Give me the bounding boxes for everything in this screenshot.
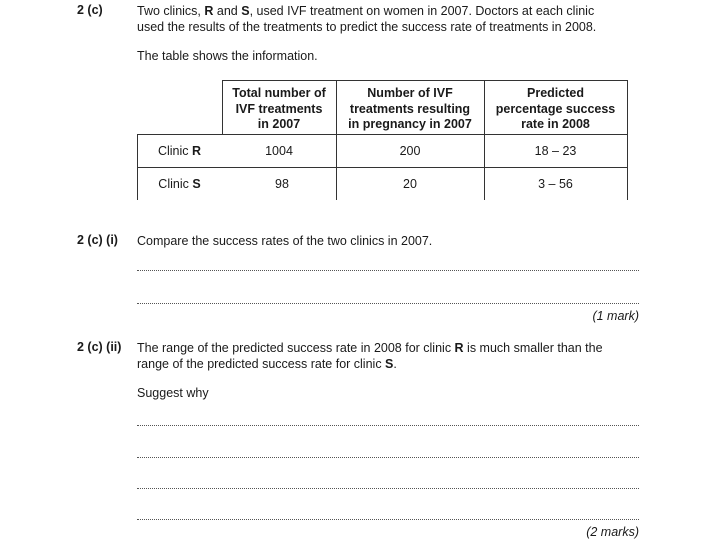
answer-line[interactable] <box>137 488 639 489</box>
cell-clinic-r-total: 1004 <box>265 144 293 158</box>
cell-clinic-r-pregnancy: 200 <box>399 144 421 158</box>
question-2cii-line-2: range of the predicted success rate for clinic S. <box>137 357 397 371</box>
answer-line[interactable] <box>137 425 639 426</box>
marks-label-2ci: (1 mark) <box>592 309 639 323</box>
suggest-why-prompt: Suggest why <box>137 386 209 400</box>
answer-line[interactable] <box>137 270 639 271</box>
question-2c-line-2: used the results of the treatments to predict the success rate of treatments in 2008. <box>137 20 597 34</box>
clinic-s-label: S <box>241 4 250 18</box>
cell-clinic-s-predicted: 3 – 56 <box>538 177 573 191</box>
question-2ci-text: Compare the success rates of the two clinics in 2007. <box>137 234 433 248</box>
marks-label-2cii: (2 marks) <box>586 525 639 539</box>
header-total-treatments: Total number of IVF treatments in 2007 <box>232 86 326 131</box>
cell-clinic-s-pregnancy: 20 <box>403 177 417 191</box>
answer-line[interactable] <box>137 519 639 520</box>
clinic-r-label: R <box>204 4 214 18</box>
question-2c-line-1: Two clinics, R and S, used IVF treatment on women in 2007. Doctors at each clinic <box>137 4 595 18</box>
question-2cii-line-1: The range of the predicted success rate in 2008 for clinic R is much smaller than the <box>137 341 603 355</box>
question-number-2ci: 2 (c) (i) <box>77 233 118 247</box>
question-2cii-text <box>137 340 603 372</box>
question-2c-text <box>137 3 596 35</box>
header-pregnancy-treatments: Number of IVF treatments resulting in pregnancy in 2007 <box>348 86 472 131</box>
answer-line[interactable] <box>137 457 639 458</box>
answer-line[interactable] <box>137 303 639 304</box>
cell-clinic-s-total: 98 <box>275 177 289 191</box>
table-intro: The table shows the information. <box>137 49 318 63</box>
header-predicted-success: Predicted percentage success rate in 2008 <box>495 86 616 131</box>
table-row-label-clinic-r: Clinic R <box>157 144 202 158</box>
table-row-label-clinic-s: Clinic S <box>158 177 201 191</box>
question-number-2cii: 2 (c) (ii) <box>77 340 122 354</box>
cell-clinic-r-predicted: 18 – 23 <box>534 144 577 158</box>
question-number-2c: 2 (c) <box>77 3 103 17</box>
